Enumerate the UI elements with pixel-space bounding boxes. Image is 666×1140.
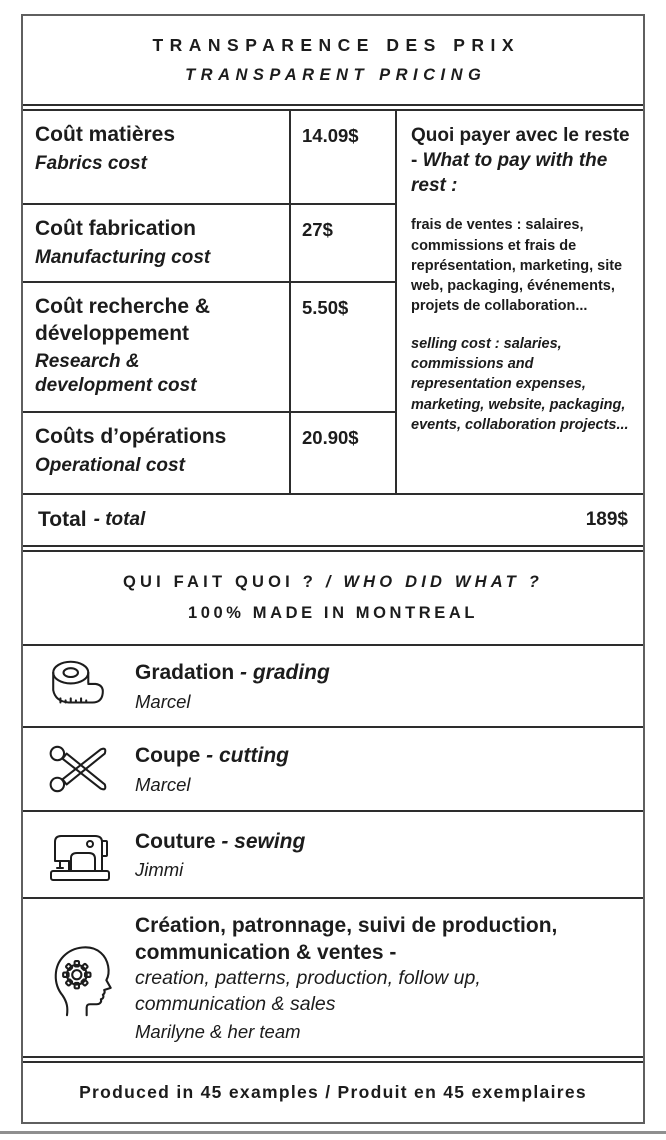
table-row-price	[289, 205, 395, 283]
cost-label-fr: Coût matières	[35, 123, 176, 146]
card-footer	[23, 1063, 643, 1122]
cost-label-en: Fabrics cost	[35, 152, 147, 174]
who-person: Marcel	[135, 773, 191, 795]
rest-heading	[411, 123, 631, 198]
card-header	[23, 16, 643, 104]
table-row-price	[289, 413, 395, 493]
total-label-fr: Total	[38, 508, 87, 531]
who-title-fr: Coupe	[135, 744, 207, 768]
who-did-what-header	[23, 552, 643, 646]
cost-price: 14.09$	[302, 125, 359, 146]
cost-label-fr: Coût recherche & développement	[35, 295, 211, 345]
who-row-coupe	[23, 728, 643, 812]
rest-heading-fr: Quoi payer avec le reste -	[411, 125, 630, 172]
who-heading-fr: QUI FAIT QUOI ?	[122, 573, 326, 591]
double-divider	[23, 104, 643, 111]
who-row-text	[135, 912, 643, 1043]
pricing-card	[21, 14, 645, 1124]
table-row-label	[23, 413, 289, 493]
title-english: TRANSPARENT PRICING	[185, 66, 487, 84]
sewing-machine-icon	[23, 826, 135, 884]
who-row-creation	[23, 899, 643, 1056]
cost-label-fr: Coûts d’opérations	[35, 425, 227, 448]
who-person: Marcel	[135, 690, 191, 712]
table-row-price	[289, 111, 395, 205]
who-heading	[123, 573, 543, 592]
table-row-label	[23, 205, 289, 283]
made-in-montreal: 100% MADE IN MONTREAL	[187, 604, 479, 622]
who-row-text	[135, 828, 643, 881]
rest-body-en: selling cost : salaries, commissions and representation expenses, marketing, website, packaging, events, collaboration projects...	[411, 335, 629, 433]
rest-heading-en: What to pay with the rest :	[411, 150, 608, 197]
who-row-text	[135, 659, 643, 712]
who-person: Marilyne & her team	[135, 1021, 301, 1043]
who-row-gradation	[23, 646, 643, 728]
who-title-en: creation, patterns, production, follow up, communication & sales	[135, 967, 481, 1015]
cost-price: 5.50$	[302, 297, 349, 318]
photo-bottom-edge	[0, 1131, 666, 1134]
gear-shape	[63, 961, 90, 988]
total-value: 189$	[585, 509, 628, 530]
table-row-label	[23, 111, 289, 205]
cost-label-fr: Coût fabrication	[35, 217, 196, 240]
who-title	[135, 828, 590, 855]
cost-label-en: Research & development cost	[35, 351, 197, 397]
who-title-en: - cutting	[206, 744, 289, 768]
who-title-fr: Couture	[135, 829, 222, 853]
who-title	[135, 742, 590, 769]
cost-label-en: Operational cost	[35, 454, 185, 476]
who-title-fr: Gradation	[135, 661, 241, 685]
who-heading-en: / WHO DID WHAT ?	[325, 573, 544, 591]
rest-body-fr: frais de ventes : salaires, commissions et frais de représentation, marketing, site web, packaging, événements, projets de collaboration...	[411, 217, 623, 315]
who-title-en: - sewing	[221, 829, 306, 853]
head-gear-icon	[23, 919, 135, 1037]
title-french: TRANSPARENCE DES PRIX	[152, 35, 521, 55]
cost-price: 20.90$	[302, 427, 359, 448]
who-title	[135, 659, 590, 686]
who-person: Jimmi	[135, 859, 184, 881]
who-title-fr: Création, patronnage, suivi de production, communication & ventes -	[135, 913, 558, 965]
who-row-couture	[23, 812, 643, 899]
cost-table	[23, 111, 643, 495]
scissors-icon	[23, 740, 135, 798]
table-row-label	[23, 283, 289, 413]
who-title-en: - grading	[240, 661, 330, 685]
production-count-text: Produced in 45 examples / Produit en 45 exemplaires	[79, 1082, 587, 1102]
cost-price: 27$	[302, 219, 333, 240]
rest-explanation	[395, 111, 643, 493]
table-row-price	[289, 283, 395, 413]
measuring-tape-icon	[23, 657, 135, 715]
double-divider	[23, 545, 643, 552]
total-row	[23, 495, 643, 545]
total-label-en: - total	[93, 509, 146, 530]
double-divider	[23, 1056, 643, 1063]
who-row-text	[135, 742, 643, 795]
cost-label-en: Manufacturing cost	[35, 246, 211, 268]
